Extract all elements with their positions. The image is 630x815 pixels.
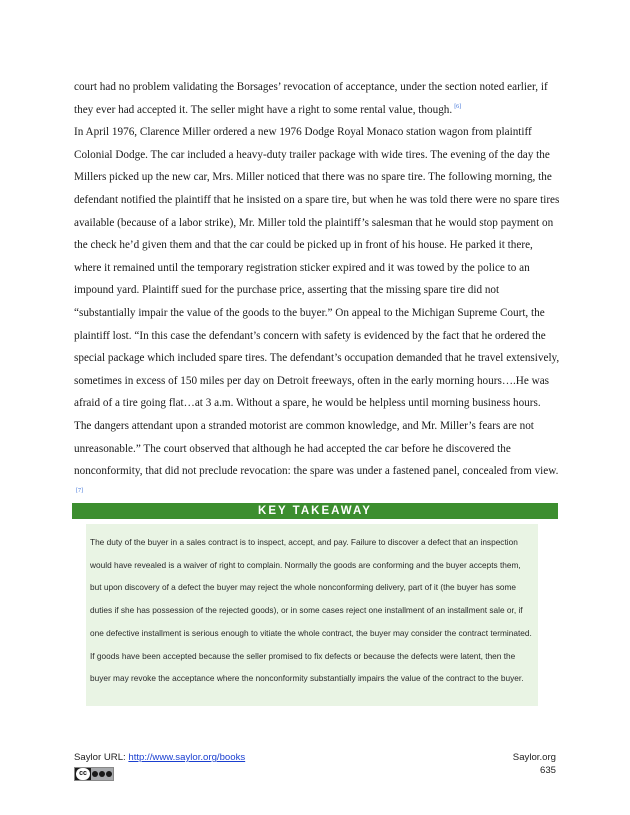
paragraph-text: In April 1976, Clarence Miller ordered a new 1976 Dodge Royal Monaco station wagon from plaintiff Colonial Dodge. The car included a heavy-duty trailer package with wide tires. The evening of the day the Millers picked up the new car, Mrs. Miller noticed that there was no spare tire. The following morning, the defendant notified the plaintiff that he insisted on a spare tire, but when he was told there were no spare tires available (because of a labor strike), Mr. Miller told the plaintiff’s salesman that he would stop payment on the check he’d given them and that the car could be picked up in front of his house. He parked it there, where it remained until the temporary registration sticker expired and it was towed by the police to an impound yard. Plaintiff sued for the purchase price, asserting that the missing spare tire did not “substantially impair the value of the goods to the buyer.” On appeal to the Michigan Supreme Court, the plaintiff lost. “In this case the defendant’s concern with safety is evidenced by the fact that he ordered the special package which included spare tires. The defendant’s occupation demanded that he travel extensively, sometimes in excess of 150 miles per day on Detroit freeways, often in the early morning hours….He was afraid of a tire going flat…at 3 a.m. Without a spare, he would be helpless until morning business hours. The dangers attendant upon a stranded motorist are common knowledge, and Mr. Miller’s fears are not unreasonable.” The court observed that although he had accepted the car before he discovered the nonconformity, that did not preclude revocation: the spare was under a fastened panel, concealed from view. <box>74 126 560 478</box>
page-number: 635 <box>539 764 556 776</box>
footer-site: Saylor.org <box>512 752 556 763</box>
cc-logo-icon: cc <box>76 768 90 780</box>
body-paragraph <box>74 76 560 121</box>
main-text <box>74 76 560 505</box>
noncommercial-icon <box>99 771 105 777</box>
footnote-link[interactable]: [6] <box>454 103 462 110</box>
footer-url-label: Saylor URL: <box>74 752 126 763</box>
creative-commons-license-icon[interactable] <box>74 767 114 781</box>
body-paragraph <box>74 121 560 505</box>
license-terms-icons <box>91 768 113 780</box>
attribution-icon <box>92 771 98 777</box>
key-takeaway-box <box>86 524 538 706</box>
paragraph-text: court had no problem validating the Borsages’ revocation of acceptance, under the section noted earlier, if they ever had accepted it. The seller might have a right to some rental value, though. <box>74 81 548 116</box>
footer-url-link[interactable]: http://www.saylor.org/books <box>128 752 246 763</box>
footer-source <box>74 752 245 764</box>
share-alike-icon <box>106 771 112 777</box>
footnote-link[interactable]: [7] <box>76 487 83 494</box>
key-takeaway-header: KEY TAKEAWAY <box>72 503 558 519</box>
footer-page-info <box>513 752 556 777</box>
key-takeaway-text: The duty of the buyer in a sales contract is to inspect, accept, and pay. Failure to discover a defect that an inspection would have revealed is a waiver of right to complain. Normally the goods are conforming and the buyer accepts them, but upon discovery of a defect the buyer may reject the whole nonconforming delivery, part of it (the buyer has some duties if she has possession of the rejected goods), or in some cases reject one installment of an installment sale or, if one defective installment is serious enough to vitiate the whole contract, the buyer may consider the contract terminated. If goods have been accepted because the seller promised to fix defects or because the defects were latent, then the buyer may revoke the acceptance where the nonconformity substantially impairs the value of the contract to the buyer. <box>90 537 532 684</box>
